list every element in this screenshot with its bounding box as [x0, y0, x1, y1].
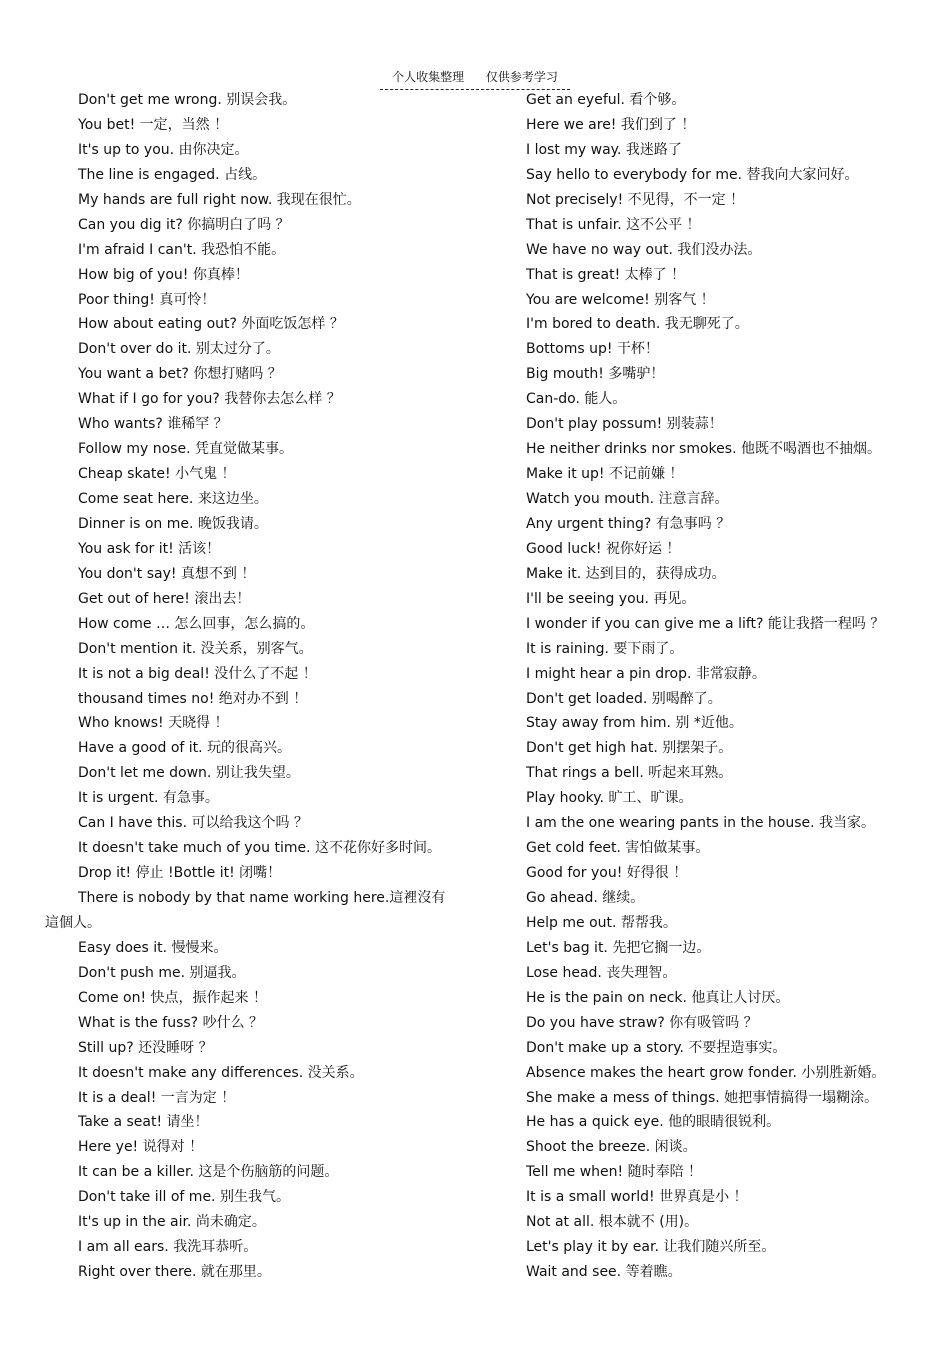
phrase-line: You ask for it! 活该！: [78, 540, 221, 557]
phrase-line: That rings a bell. 听起来耳熟。: [526, 765, 733, 782]
phrase-line: Cheap skate! 小气鬼 ！: [78, 466, 236, 483]
phrase-line: Tell me when! 随时奉陪 ！: [526, 1164, 703, 1181]
phrase-line: Watch you mouth. 注意言辞。: [526, 491, 729, 507]
phrase-line: Who wants? 谁稀罕 ？: [78, 416, 228, 433]
phrase-line: Don't take ill of me. 别生我气。: [78, 1189, 290, 1206]
phrase-line: That is unfair. 这不公平 ！: [526, 216, 701, 233]
phrase-line: I am the one wearing pants in the house. 我当家。: [526, 815, 876, 832]
phrase-line: It is a deal! 一言为定 ！: [78, 1089, 236, 1106]
phrase-line: How come … 怎么回事，怎么搞的。: [78, 615, 315, 632]
phrase-line: Shoot the breeze. 闲谈。: [526, 1139, 697, 1156]
phrase-line: Don't let me down. 别让我失望。: [78, 765, 300, 782]
phrase-line: Here ye! 说得对 ！: [78, 1139, 204, 1156]
phrase-line: Lose head. 丧失理智。: [526, 964, 677, 981]
phrase-line: Don't over do it. 别太过分了。: [78, 341, 280, 358]
phrase-line: Bottoms up! 干杯！: [526, 341, 659, 358]
phrase-line: Take a seat! 请坐！: [78, 1114, 209, 1131]
phrase-line: It doesn't take much of you time. 这不花你好多时间。: [78, 840, 442, 857]
phrase-line: It is urgent. 有急事。: [78, 790, 219, 807]
phrase-line: It is not a big deal! 没什么了不起 ！: [78, 665, 317, 682]
phrase-line: That is great! 太棒了 ！: [526, 266, 686, 283]
phrase-line: Don't get me wrong. 别误会我。: [78, 92, 297, 108]
phrase-line: Wait and see. 等着瞧。: [526, 1264, 682, 1281]
page-header: [380, 68, 570, 90]
phrase-line: You are welcome! 别客气 ！: [526, 291, 715, 308]
phrase-line: You don't say! 真想不到 ！: [78, 565, 256, 582]
phrase-line: Don't mention it. 没关系，别客气。: [78, 640, 313, 657]
phrase-line: It doesn't make any differences. 没关系。: [78, 1064, 364, 1081]
phrase-line: She make a mess of things. 她把事情搞得一塌糊涂。: [526, 1089, 879, 1106]
phrase-line: Come seat here. 来这边坐。: [78, 491, 268, 507]
phrase-line: Don't push me. 别逼我。: [78, 964, 246, 981]
phrase-line: I'm bored to death. 我无聊死了。: [526, 316, 749, 333]
phrase-line: Not precisely! 不见得，不一定 ！: [526, 191, 745, 208]
phrase-line: We have no way out. 我们没办法。: [526, 241, 762, 258]
phrase-line: Stay away from him. 别 *近他。: [526, 715, 743, 732]
phrase-line: Can you dig it? 你搞明白了吗 ？: [78, 216, 290, 233]
phrase-line: Here we are! 我们到了 ！: [526, 116, 696, 133]
phrase-line: Can-do. 能人。: [526, 391, 627, 408]
phrase-line: Dinner is on me. 晚饭我请。: [78, 515, 268, 532]
phrase-line: Have a good of it. 玩的很高兴。: [78, 740, 292, 757]
phrase-line: Easy does it. 慢慢来。: [78, 939, 228, 956]
header-left-text: 个人收集整理: [392, 70, 465, 84]
phrase-line: Make it up! 不记前嫌 ！: [526, 466, 684, 483]
phrase-line: Don't get high hat. 别摆架子。: [526, 740, 733, 757]
header-right-text: 仅供参考学习: [485, 70, 558, 84]
phrase-line: Drop it! 停止 !Bottle it! 闭嘴！: [78, 865, 282, 882]
phrase-line: I might hear a pin drop. 非常寂静。: [526, 665, 766, 682]
phrase-line: Get out of here! 滚出去！: [78, 590, 251, 607]
phrase-line: Right over there. 就在那里。: [78, 1264, 271, 1281]
phrase-line: Make it. 达到目的，获得成功。: [526, 565, 726, 582]
phrase-line: It is raining. 要下雨了。: [526, 640, 684, 657]
left-phrase-column: [45, 88, 458, 1285]
phrase-line: Let's bag it. 先把它搁一边。: [526, 939, 711, 956]
phrase-line: Big mouth! 多嘴驴！: [526, 366, 665, 383]
phrase-line: Play hooky. 旷工、旷课。: [526, 790, 693, 807]
phrase-line: I am all ears. 我洗耳恭听。: [78, 1239, 258, 1256]
phrase-line: Get an eyeful. 看个够。: [526, 92, 686, 108]
phrase-line: Get cold feet. 害怕做某事。: [526, 840, 710, 857]
phrase-line: I'll be seeing you. 再见。: [526, 590, 696, 607]
phrase-line: Any urgent thing? 有急事吗 ？: [526, 515, 731, 532]
phrase-line: You want a bet? 你想打赌吗 ？: [78, 366, 282, 383]
phrase-line: Poor thing! 真可怜！: [78, 291, 216, 308]
phrase-line: There is nobody by that name working here.這裡沒有: [78, 890, 446, 906]
phrase-line: How big of you! 你真棒！: [78, 266, 249, 283]
phrase-line: Don't play possum! 别装蒜！: [526, 416, 723, 433]
phrase-line: He has a quick eye. 他的眼睛很锐利。: [526, 1114, 781, 1131]
phrase-line: I'm afraid I can't. 我恐怕不能。: [78, 241, 286, 258]
phrase-line: Come on! 快点，振作起来 ！: [78, 989, 267, 1006]
phrase-line: Do you have straw? 你有吸管吗 ？: [526, 1014, 758, 1031]
phrase-line: How about eating out? 外面吃饭怎样 ？: [78, 316, 344, 333]
phrase-line: Good for you! 好得很 ！: [526, 865, 688, 882]
phrase-line: My hands are full right now. 我现在很忙。: [78, 191, 361, 208]
phrase-line: 這個人。: [45, 914, 101, 931]
phrase-line: Let's play it by ear. 让我们随兴所至。: [526, 1239, 776, 1256]
phrase-line: Say hello to everybody for me. 替我向大家问好。: [526, 166, 859, 183]
phrase-line: It's up to you. 由你决定。: [78, 141, 249, 158]
phrase-line: It is a small world! 世界真是小 ！: [526, 1189, 748, 1206]
phrase-line: Not at all. 根本就不 (用)。: [526, 1214, 699, 1231]
right-phrase-column: [526, 88, 936, 1285]
phrase-line: Who knows! 天晓得 ！: [78, 715, 229, 732]
phrase-line: The line is engaged. 占线。: [78, 166, 267, 183]
phrase-line: I wonder if you can give me a lift? 能让我搭一程吗 ？: [526, 615, 885, 632]
phrase-line: Good luck! 祝你好运 ！: [526, 540, 681, 557]
phrase-line: What if I go for you? 我替你去怎么样 ？: [78, 391, 341, 408]
phrase-line: It's up in the air. 尚未确定。: [78, 1214, 266, 1231]
phrase-line: Go ahead. 继续。: [526, 890, 645, 906]
phrase-line: Absence makes the heart grow fonder. 小别胜新婚。: [526, 1064, 886, 1081]
phrase-line: I lost my way. 我迷路了: [526, 141, 682, 158]
phrase-line: Don't get loaded. 别喝醉了。: [526, 690, 722, 707]
phrase-line: Still up? 还没睡呀 ？: [78, 1039, 213, 1056]
phrase-line: Don't make up a story. 不要捏造事实。: [526, 1039, 787, 1056]
phrase-line: Help me out. 帮帮我。: [526, 914, 677, 931]
phrase-line: thousand times no! 绝对办不到 ！: [78, 690, 308, 707]
phrase-line: He neither drinks nor smokes. 他既不喝酒也不抽烟。: [526, 441, 881, 458]
phrase-line: You bet! 一定，当然 ！: [78, 116, 229, 133]
phrase-line: Follow my nose. 凭直觉做某事。: [78, 441, 293, 458]
phrase-line: It can be a killer. 这是个伤脑筋的问题。: [78, 1164, 339, 1181]
phrase-line: What is the fuss? 吵什么 ？: [78, 1014, 264, 1031]
phrase-line: He is the pain on neck. 他真让人讨厌。: [526, 989, 790, 1006]
phrase-line: Can I have this. 可以给我这个吗 ？: [78, 815, 308, 832]
